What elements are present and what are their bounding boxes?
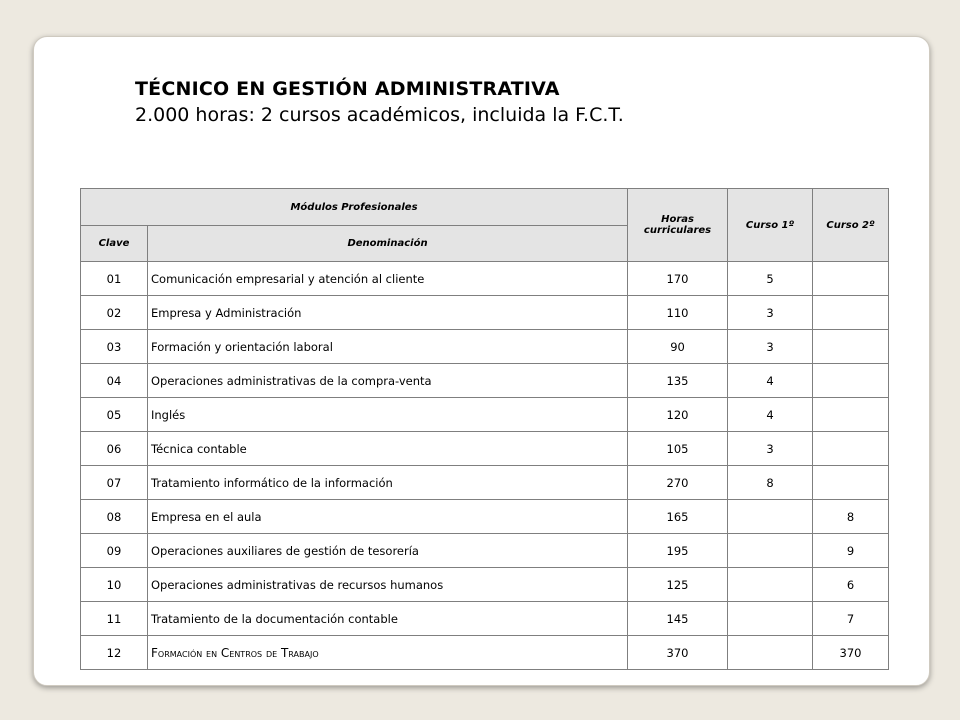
table-row xyxy=(81,262,889,296)
table-row xyxy=(81,296,889,330)
row-curso-2 xyxy=(813,432,889,466)
row-clave: 03 xyxy=(81,330,148,364)
row-clave: 04 xyxy=(81,364,148,398)
row-curso-2 xyxy=(813,296,889,330)
table-row xyxy=(81,330,889,364)
row-clave: 08 xyxy=(81,500,148,534)
row-horas: 270 xyxy=(628,466,728,500)
row-curso-2: 7 xyxy=(813,602,889,636)
row-denominacion: Empresa y Administración xyxy=(148,296,628,330)
modules-table xyxy=(80,188,889,670)
row-horas: 120 xyxy=(628,398,728,432)
row-curso-1: 8 xyxy=(728,466,813,500)
row-curso-2 xyxy=(813,262,889,296)
row-clave: 11 xyxy=(81,602,148,636)
row-clave: 09 xyxy=(81,534,148,568)
row-clave: 10 xyxy=(81,568,148,602)
row-horas: 165 xyxy=(628,500,728,534)
row-horas: 170 xyxy=(628,262,728,296)
row-denominacion: Formación en Centros de Trabajo xyxy=(148,636,628,670)
row-horas: 110 xyxy=(628,296,728,330)
row-curso-2 xyxy=(813,466,889,500)
group-header-modulos: Módulos Profesionales xyxy=(81,189,628,226)
table-row xyxy=(81,466,889,500)
row-curso-2: 8 xyxy=(813,500,889,534)
row-curso-1: 3 xyxy=(728,330,813,364)
row-curso-2: 9 xyxy=(813,534,889,568)
row-curso-1: 3 xyxy=(728,296,813,330)
header-curso-1: Curso 1º xyxy=(728,189,813,262)
row-curso-1 xyxy=(728,568,813,602)
row-horas: 195 xyxy=(628,534,728,568)
row-clave: 07 xyxy=(81,466,148,500)
row-clave: 01 xyxy=(81,262,148,296)
row-denominacion: Operaciones administrativas de la compra-venta xyxy=(148,364,628,398)
row-clave: 05 xyxy=(81,398,148,432)
row-curso-1 xyxy=(728,534,813,568)
table-row xyxy=(81,500,889,534)
row-horas: 90 xyxy=(628,330,728,364)
row-curso-2 xyxy=(813,398,889,432)
row-denominacion: Formación y orientación laboral xyxy=(148,330,628,364)
row-curso-2 xyxy=(813,364,889,398)
table-row xyxy=(81,364,889,398)
row-denominacion: Operaciones administrativas de recursos humanos xyxy=(148,568,628,602)
row-curso-1: 4 xyxy=(728,364,813,398)
row-curso-2: 370 xyxy=(813,636,889,670)
row-denominacion: Tratamiento informático de la información xyxy=(148,466,628,500)
table-row xyxy=(81,534,889,568)
table-row xyxy=(81,398,889,432)
row-curso-1 xyxy=(728,602,813,636)
page-title: TÉCNICO EN GESTIÓN ADMINISTRATIVA xyxy=(135,78,560,100)
row-horas: 105 xyxy=(628,432,728,466)
table-row xyxy=(81,636,889,670)
row-curso-1 xyxy=(728,500,813,534)
row-horas: 145 xyxy=(628,602,728,636)
row-clave: 06 xyxy=(81,432,148,466)
header-curso-2: Curso 2º xyxy=(813,189,889,262)
row-denominacion: Comunicación empresarial y atención al cliente xyxy=(148,262,628,296)
row-curso-1: 3 xyxy=(728,432,813,466)
page-subtitle: 2.000 horas: 2 cursos académicos, incluida la F.C.T. xyxy=(135,104,624,126)
row-horas: 135 xyxy=(628,364,728,398)
table-row xyxy=(81,568,889,602)
header-denominacion: Denominación xyxy=(148,226,628,262)
row-curso-1: 5 xyxy=(728,262,813,296)
row-curso-1: 4 xyxy=(728,398,813,432)
row-clave: 12 xyxy=(81,636,148,670)
row-denominacion: Operaciones auxiliares de gestión de tesorería xyxy=(148,534,628,568)
row-curso-1 xyxy=(728,636,813,670)
row-horas: 125 xyxy=(628,568,728,602)
header-clave: Clave xyxy=(81,226,148,262)
row-denominacion: Tratamiento de la documentación contable xyxy=(148,602,628,636)
row-horas: 370 xyxy=(628,636,728,670)
table-row xyxy=(81,432,889,466)
row-denominacion: Empresa en el aula xyxy=(148,500,628,534)
row-denominacion: Inglés xyxy=(148,398,628,432)
header-horas: Horas curriculares xyxy=(628,189,728,262)
table-row xyxy=(81,602,889,636)
row-denominacion: Técnica contable xyxy=(148,432,628,466)
row-clave: 02 xyxy=(81,296,148,330)
row-curso-2 xyxy=(813,330,889,364)
table-body xyxy=(81,262,889,670)
row-curso-2: 6 xyxy=(813,568,889,602)
